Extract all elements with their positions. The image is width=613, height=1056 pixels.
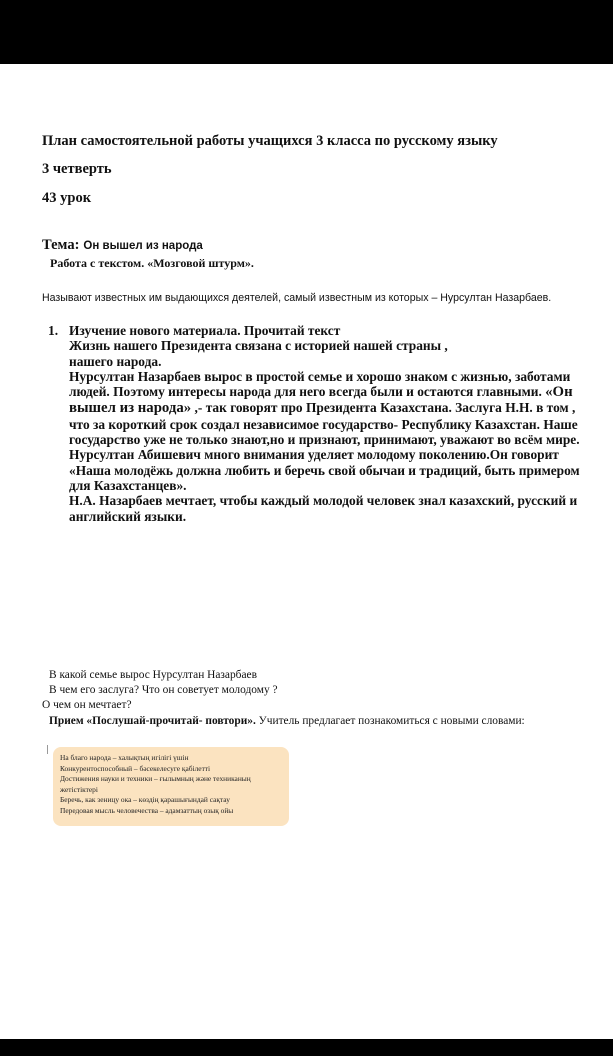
task-paragraph-3: Нурсултан Абишевич много внимания уделяет молодому поколению.Он говорит «Наша молодёжь должна любить и беречь свой обычаи и традиций, быть примером для Казахстанцев». — [69, 447, 580, 493]
method-paragraph — [49, 714, 549, 729]
vocabulary-item: На благо народа – халықтың игілігі үшін — [60, 753, 189, 762]
method-title: Прием «Послушай-прочитай- повтори». — [49, 715, 256, 727]
lesson-subtitle: Работа с текстом. «Мозговой штурм». — [50, 256, 254, 270]
task-paragraph-4: Н.А. Назарбаев мечтает, чтобы каждый молодой человек знал казахский, русский и английский языки. — [69, 493, 578, 524]
vocabulary-box — [53, 747, 289, 826]
vocabulary-item: Достижения науки и техники – ғылымның және техниканың жетістіктері — [60, 774, 251, 794]
vocabulary-list — [60, 753, 286, 817]
quarter-label: 3 четверть — [42, 161, 112, 177]
question-3: О чем он мечтает? — [42, 699, 132, 711]
vocabulary-item: Конкурентоспособный – бәсекелесуге қабілетті — [60, 763, 211, 773]
vocabulary-item: Передовая мысль человечества – адамзаттың озық ойы — [60, 805, 234, 815]
question-1: В какой семье вырос Нурсултан Назарбаев — [49, 669, 257, 681]
task-line-2: нашего народа. — [69, 353, 162, 369]
lesson-number: 43 урок — [42, 190, 92, 206]
question-2: В чем его заслуга? Что он советует молодому ? — [49, 684, 278, 696]
theme-label: Тема: — [42, 237, 80, 253]
vocabulary-item: Беречь, как зеницу ока – көздің қарашығындай сақтау — [60, 795, 230, 805]
theme-line — [42, 236, 203, 254]
intro-paragraph: Называют известных им выдающихся деятелей, самый известным из которых – Нурсултан Назарбаев. — [42, 292, 552, 304]
method-description: Учитель предлагает познакомиться с новыми словами: — [255, 715, 525, 727]
theme-value: Он вышел из народа — [83, 240, 203, 252]
document-page — [0, 64, 613, 1039]
task-paragraph-2-part-2: ,- так говорят про Президента Казахстана. Заслуга Н.Н. в том , что за короткий срок создал независимое государство- Республику Казахстан. Наше государство уже не только знают,но и признают, принимают, уважают во всём мире. — [69, 400, 580, 448]
task-quote: «Он вышел из народа» — [69, 384, 573, 417]
task-paragraph-2 — [69, 369, 584, 447]
task-paragraph-2-part-1: Нурсултан Назарбаев вырос в простой семье и хорошо знаком с жизнью, заботами людей. Поэтому интересы народа для него всегда были и остаются главными. — [69, 368, 571, 400]
task-number: 1. — [48, 323, 59, 338]
text-cursor-mark — [47, 745, 48, 754]
document-title: План самостоятельной работы учащихся 3 класса по русскому языку — [42, 133, 498, 149]
task-text — [69, 323, 584, 524]
task-line-1: Жизнь нашего Президента связана с историей нашей страны , — [69, 338, 448, 354]
task-heading: Изучение нового материала. Прочитай текст — [69, 323, 341, 338]
